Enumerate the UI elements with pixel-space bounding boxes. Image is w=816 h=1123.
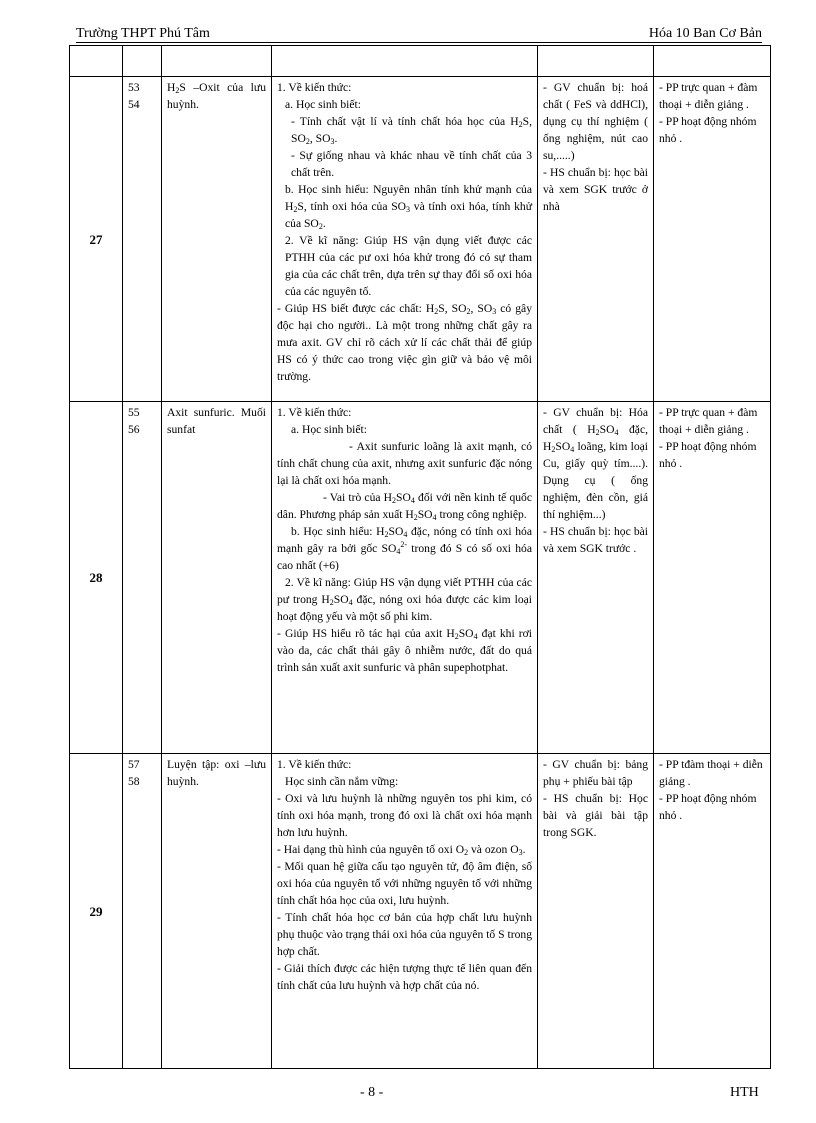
objective-item: - Mối quan hệ giữa cấu tạo nguyên tử, độ âm điện, số oxi hóa của nguyên tố với những nguyên tố với những tính chất hóa học của oxi, lưu huỳnh. [277, 860, 532, 907]
school-name: Trường THPT Phú Tâm [76, 26, 210, 41]
teaching-methods [654, 77, 771, 402]
skills-objective: 2. Về kĩ năng: Giúp HS vận dụng viết PTHH của các pư trong $H_2SO_4$ đặc, nóng oxi hóa được các kim loại hoạt động yếu và một số phi kim. [277, 576, 532, 623]
lesson-numbers [123, 754, 162, 1069]
week-number: 29 [70, 754, 123, 1069]
lesson-content [272, 402, 538, 754]
objective-item: - Tính chất vật lí và tính chất hóa học của $H_2S$, $SO_2$, $SO_3$. [291, 115, 532, 146]
preparation [538, 402, 654, 754]
objective-item: - Hai dạng thù hình của nguyên tố oxi $O_2$ và ozon $O_3$. [277, 843, 526, 857]
teacher-prep: - GV chuẩn bị: hoá chất ( FeS và ddHCl), dụng cụ thí nghiệm ( ống nghiệm, nút cao su,.....) [543, 81, 648, 162]
skills-item: - Giúp HS biết được các chất: $H_2S$, $SO_2$, $SO_3$ có gây độc hại cho người.. Là một trong những chất gây ra mưa axit. GV chỉ rõ cách xử lí các chất thải để giúp HS có ý thức cao trong việc gìn giữ và bảo vệ môi trường. [277, 302, 532, 383]
objective-intro: Học sinh cần nắm vững: [285, 775, 399, 788]
objective-a-title: a. Học sinh biết: [291, 423, 367, 436]
objective-item: - Vai trò của $H_2SO_4$ đối với nền kinh tế quốc dân. Phương pháp sản xuất $H_2SO_4$ trong công nghiệp. [277, 491, 532, 522]
objective-a-title: a. Học sinh biết: [285, 98, 361, 111]
method-item: - PP hoạt động nhóm nhỏ . [659, 440, 757, 470]
page-number: - 8 - [360, 1085, 384, 1100]
knowledge-title: 1. Về kiến thức: [277, 81, 352, 94]
lesson-content [272, 754, 538, 1069]
preparation [538, 77, 654, 402]
lesson-numbers [123, 402, 162, 754]
teacher-prep: - GV chuẩn bị: Hóa chất ( $H_2SO_4$ đặc, $H_2SO_4$ loãng, kim loại Cu, giấy quỳ tím....). Dụng cụ ( ống nghiệm, đèn cồn, giá thí nghiệm...) [543, 406, 649, 521]
lesson-content [272, 77, 538, 402]
method-item: - PP trực quan + đàm thoại + diễn giảng . [659, 81, 758, 111]
table-row [70, 754, 771, 1069]
method-item: - PP hoạt động nhóm nhỏ . [659, 115, 757, 145]
objective-item: - Axit sunfuric loãng là axit mạnh, có tính chất chung của axit, nhưng axit sunfuric đặc nóng lại là chất oxi hóa mạnh. [277, 440, 532, 487]
week-number: 28 [70, 402, 123, 754]
table-row [70, 402, 771, 754]
lesson-number: 57 [128, 758, 140, 771]
table-row-blank [70, 46, 771, 77]
lesson-topic: Luyện tập: oxi –lưu huỳnh. [162, 754, 272, 1069]
lesson-numbers [123, 77, 162, 402]
week-number: 27 [70, 77, 123, 402]
lesson-number: 58 [128, 775, 140, 788]
header-rule [76, 42, 762, 43]
teaching-methods [654, 754, 771, 1069]
lesson-plan-table [69, 45, 771, 1069]
lesson-number: 56 [128, 423, 140, 436]
objective-b: b. Học sinh hiểu: $H_2SO_4$ đặc, nóng có tính oxi hóa mạnh gây ra bởi gốc $SO_4^{2-}$ trong đó S có số oxi hóa cao nhất (+6) [277, 525, 532, 572]
skills-item: - Giúp HS hiểu rõ tác hại của axit $H_2SO_4$ đạt khi rơi vào da, các chất thải gây ô nhiễm nước, đất do quá trình sản xuất axit sunfuric và phân supephotphat. [277, 627, 532, 674]
teacher-prep: - GV chuẩn bị: bảng phụ + phiếu bài tập [543, 758, 648, 788]
lesson-number: 53 [128, 81, 140, 94]
method-item: - PP tđàm thoại + diễn giảng . [659, 758, 763, 788]
knowledge-title: 1. Về kiến thức: [277, 406, 352, 419]
table-row [70, 77, 771, 402]
course-name: Hóa 10 Ban Cơ Bản [648, 26, 762, 41]
skills-objective: 2. Về kĩ năng: Giúp HS vận dụng viết được các PTHH của các pư oxi hóa khử trong đó có sự tham gia của các chất trên, dựa trên sự thay đổi số oxi hóa của các nguyên tố. [285, 234, 532, 298]
objective-item: - Giải thích được các hiện tượng thực tế liên quan đến tính chất của lưu huỳnh và hợp chất của nó. [277, 962, 532, 992]
lesson-number: 54 [128, 98, 140, 111]
method-item: - PP trực quan + đàm thoại + diễn giảng . [659, 406, 758, 436]
knowledge-title: 1. Về kiến thức: [277, 758, 352, 771]
student-prep: - HS chuẩn bị: Học bài và giải bài tập trong SGK. [543, 792, 648, 839]
student-prep: - HS chuẩn bị: học bài và xem SGK trước ở nhà [543, 166, 648, 213]
objective-b: b. Học sinh hiểu: Nguyên nhân tính khử mạnh của $H_2S$, tính oxi hóa của $SO_3$ và tính oxi hóa, tính khử của $SO_2$. [285, 183, 532, 231]
student-prep: - HS chuẩn bị: học bài và xem SGK trước . [543, 525, 648, 555]
lesson-topic: $H_2S$ –Oxit của lưu huỳnh. [162, 77, 272, 402]
teaching-methods [654, 402, 771, 754]
lesson-number: 55 [128, 406, 140, 419]
method-item: - PP hoạt động nhóm nhỏ . [659, 792, 757, 822]
objective-item: - Oxi và lưu huỳnh là những nguyên tos phi kim, có tính oxi hóa mạnh, trong đó oxi là chất oxi hóa mạnh hơn lưu huỳnh. [277, 792, 532, 839]
preparation [538, 754, 654, 1069]
lesson-topic: Axit sunfuric. Muối sunfat [162, 402, 272, 754]
author-initials: HTH [730, 1085, 759, 1100]
objective-item: - Tính chất hóa học cơ bản của hợp chất lưu huỳnh phụ thuộc vào trạng thái oxi hóa của nguyên tố S trong hợp chất. [277, 911, 532, 958]
objective-item: - Sự giống nhau và khác nhau về tính chất của 3 chất trên. [291, 149, 532, 179]
